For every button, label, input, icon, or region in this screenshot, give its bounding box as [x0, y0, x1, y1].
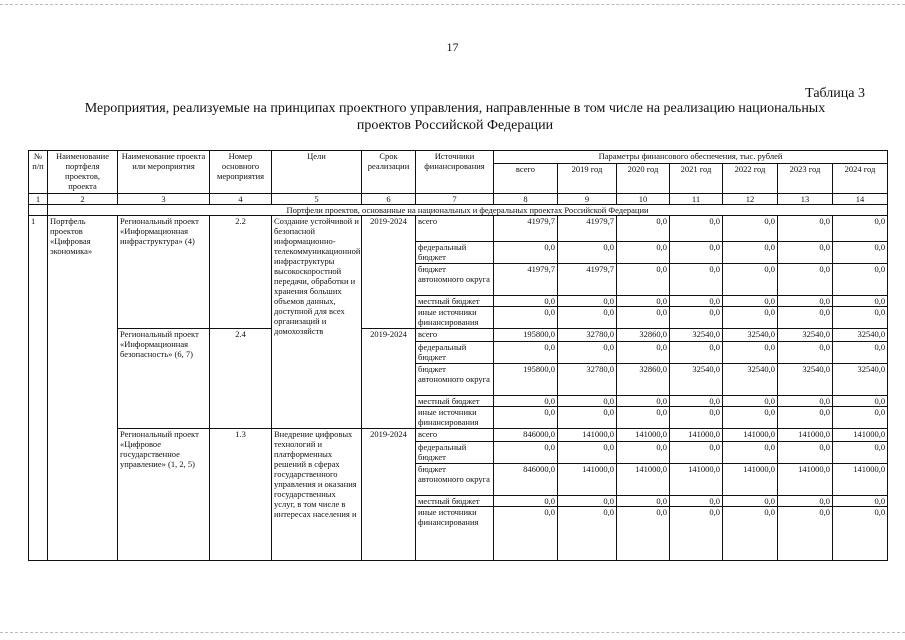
amount-cell: 32860,0: [617, 329, 670, 342]
document-title: Мероприятия, реализуемые на принципах проектного управления, направленные в том числе на реализацию национальных проектов Российской Федерации: [84, 101, 826, 133]
amount-cell: 141000,0: [617, 429, 670, 442]
amount-cell: 0,0: [494, 396, 558, 407]
amount-cell: 141000,0: [833, 464, 888, 496]
amount-cell: 0,0: [778, 216, 833, 242]
amount-cell: 32540,0: [670, 364, 723, 396]
amount-cell: 0,0: [558, 242, 617, 264]
amount-cell: 0,0: [723, 396, 778, 407]
header-2023: 2023 год: [778, 164, 833, 194]
amount-cell: 0,0: [494, 242, 558, 264]
funding-source: местный бюджет: [416, 496, 494, 507]
portfolio-name: Портфель проектов «Цифровая экономика»: [48, 216, 118, 561]
amount-cell: 41979,7: [494, 216, 558, 242]
column-number: 9: [558, 194, 617, 205]
amount-cell: 0,0: [670, 442, 723, 464]
funding-source: иные источники финансирования: [416, 307, 494, 329]
amount-cell: 0,0: [670, 242, 723, 264]
amount-cell: 0,0: [670, 296, 723, 307]
amount-cell: 0,0: [833, 264, 888, 296]
header-2021: 2021 год: [670, 164, 723, 194]
page-number: 17: [446, 40, 459, 54]
amount-cell: 846000,0: [494, 429, 558, 442]
term: 2019-2024: [362, 216, 416, 329]
amount-cell: 0,0: [723, 264, 778, 296]
amount-cell: 0,0: [558, 307, 617, 329]
amount-cell: 0,0: [723, 242, 778, 264]
amount-cell: 0,0: [617, 242, 670, 264]
scan-edge-top: [0, 4, 905, 5]
amount-cell: 41979,7: [494, 264, 558, 296]
amount-cell: 0,0: [670, 407, 723, 429]
amount-cell: 195800,0: [494, 364, 558, 396]
amount-cell: 32540,0: [778, 329, 833, 342]
amount-cell: 41979,7: [558, 216, 617, 242]
amount-cell: 141000,0: [723, 429, 778, 442]
event-number: 1.3: [210, 429, 272, 561]
column-number: 3: [118, 194, 210, 205]
amount-cell: 0,0: [617, 396, 670, 407]
column-number: 6: [362, 194, 416, 205]
amount-cell: 0,0: [778, 307, 833, 329]
table-row: [29, 329, 888, 342]
amount-cell: 0,0: [494, 507, 558, 561]
term: 2019-2024: [362, 429, 416, 561]
scan-edge-bottom: [0, 632, 905, 633]
amount-cell: 195800,0: [494, 329, 558, 342]
column-number: 10: [617, 194, 670, 205]
amount-cell: 0,0: [778, 396, 833, 407]
amount-cell: 0,0: [494, 496, 558, 507]
funding-source: всего: [416, 429, 494, 442]
financing-table: [28, 150, 888, 561]
term: 2019-2024: [362, 329, 416, 429]
amount-cell: 32540,0: [723, 364, 778, 396]
amount-cell: 0,0: [670, 507, 723, 561]
table-row: [29, 216, 888, 242]
amount-cell: 0,0: [833, 296, 888, 307]
amount-cell: 0,0: [670, 496, 723, 507]
amount-cell: 0,0: [494, 307, 558, 329]
amount-cell: 0,0: [833, 496, 888, 507]
amount-cell: 0,0: [833, 242, 888, 264]
amount-cell: 32540,0: [778, 364, 833, 396]
amount-cell: 141000,0: [723, 464, 778, 496]
funding-source: бюджет автономного округа: [416, 264, 494, 296]
amount-cell: 141000,0: [833, 429, 888, 442]
amount-cell: 32540,0: [833, 364, 888, 396]
amount-cell: 0,0: [617, 442, 670, 464]
amount-cell: 0,0: [778, 442, 833, 464]
amount-cell: 41979,7: [558, 264, 617, 296]
amount-cell: 0,0: [833, 507, 888, 561]
amount-cell: 32780,0: [558, 364, 617, 396]
amount-cell: 32780,0: [558, 329, 617, 342]
amount-cell: 0,0: [723, 442, 778, 464]
header-num: № п/п: [29, 151, 48, 194]
amount-cell: 0,0: [670, 342, 723, 364]
amount-cell: 141000,0: [670, 464, 723, 496]
project-name: Региональный проект «Информационная инфраструктура» (4): [118, 216, 210, 329]
amount-cell: 0,0: [723, 216, 778, 242]
amount-cell: 0,0: [558, 442, 617, 464]
amount-cell: 0,0: [617, 216, 670, 242]
column-number: 11: [670, 194, 723, 205]
header-goals: Цели: [272, 151, 362, 194]
amount-cell: 32540,0: [723, 329, 778, 342]
column-number: 4: [210, 194, 272, 205]
amount-cell: 141000,0: [778, 429, 833, 442]
amount-cell: 0,0: [617, 407, 670, 429]
header-project: Наименование проекта или мероприятия: [118, 151, 210, 194]
funding-source: федеральный бюджет: [416, 242, 494, 264]
column-number: 1: [29, 194, 48, 205]
header-term: Срок реализации: [362, 151, 416, 194]
amount-cell: 0,0: [833, 396, 888, 407]
column-number: 7: [416, 194, 494, 205]
amount-cell: 0,0: [670, 264, 723, 296]
amount-cell: 141000,0: [617, 464, 670, 496]
event-number: 2.4: [210, 329, 272, 429]
amount-cell: 0,0: [723, 296, 778, 307]
amount-cell: 0,0: [558, 507, 617, 561]
section-title: Портфели проектов, основанные на национальных и федеральных проектах Российской Федерации: [48, 205, 888, 216]
column-number: 5: [272, 194, 362, 205]
amount-cell: 0,0: [778, 264, 833, 296]
funding-source: федеральный бюджет: [416, 442, 494, 464]
header-total: всего: [494, 164, 558, 194]
amount-cell: 0,0: [723, 342, 778, 364]
amount-cell: 0,0: [778, 242, 833, 264]
amount-cell: 0,0: [833, 216, 888, 242]
amount-cell: 0,0: [833, 342, 888, 364]
funding-source: иные источники финансирования: [416, 407, 494, 429]
amount-cell: 0,0: [617, 496, 670, 507]
funding-source: иные источники финансирования: [416, 507, 494, 561]
amount-cell: 32540,0: [833, 329, 888, 342]
amount-cell: 0,0: [617, 342, 670, 364]
amount-cell: 0,0: [833, 307, 888, 329]
project-name: Региональный проект «Информационная безопасность» (6, 7): [118, 329, 210, 429]
funding-source: бюджет автономного округа: [416, 464, 494, 496]
amount-cell: 0,0: [723, 507, 778, 561]
amount-cell: 141000,0: [778, 464, 833, 496]
funding-source: всего: [416, 329, 494, 342]
amount-cell: 0,0: [494, 407, 558, 429]
header-2019: 2019 год: [558, 164, 617, 194]
column-number: 14: [833, 194, 888, 205]
amount-cell: 0,0: [723, 496, 778, 507]
amount-cell: 0,0: [778, 342, 833, 364]
amount-cell: 0,0: [558, 396, 617, 407]
funding-source: всего: [416, 216, 494, 242]
header-2024: 2024 год: [833, 164, 888, 194]
column-number: 13: [778, 194, 833, 205]
amount-cell: 0,0: [558, 342, 617, 364]
amount-cell: 0,0: [778, 296, 833, 307]
amount-cell: 0,0: [558, 496, 617, 507]
amount-cell: 0,0: [494, 342, 558, 364]
amount-cell: 0,0: [778, 407, 833, 429]
amount-cell: 0,0: [558, 407, 617, 429]
amount-cell: 0,0: [558, 296, 617, 307]
amount-cell: 0,0: [778, 507, 833, 561]
header-2020: 2020 год: [617, 164, 670, 194]
amount-cell: 32540,0: [670, 329, 723, 342]
column-number: 8: [494, 194, 558, 205]
amount-cell: 0,0: [494, 442, 558, 464]
amount-cell: 141000,0: [558, 429, 617, 442]
amount-cell: 0,0: [723, 407, 778, 429]
column-number: 2: [48, 194, 118, 205]
header-params: Параметры финансового обеспечения, тыс. рублей: [494, 151, 888, 164]
column-number: 12: [723, 194, 778, 205]
amount-cell: 0,0: [670, 307, 723, 329]
table-label: Таблица 3: [805, 86, 865, 101]
project-goal: Внедрение цифровых технологий и платформенных решений в сферах государственного управления и оказания государственных услуг, в том числе в интересах населения и: [272, 429, 362, 561]
header-event-no: Номер основного мероприятия: [210, 151, 272, 194]
project-goal: Создание устойчивой и безопасной информационно-телекоммуникационной инфраструктуры высокоскоростной передачи, обработки и хранения больших объемов данных, доступной для всех организаций и домохозяйств: [272, 216, 362, 429]
funding-source: федеральный бюджет: [416, 342, 494, 364]
amount-cell: 0,0: [833, 407, 888, 429]
amount-cell: 0,0: [494, 296, 558, 307]
amount-cell: 0,0: [670, 396, 723, 407]
row-number: 1: [29, 216, 48, 561]
funding-source: местный бюджет: [416, 396, 494, 407]
header-portfolio: Наименование портфеля проектов, проекта: [48, 151, 118, 194]
amount-cell: 0,0: [617, 307, 670, 329]
header-2022: 2022 год: [723, 164, 778, 194]
amount-cell: 0,0: [778, 496, 833, 507]
amount-cell: 0,0: [617, 507, 670, 561]
table-row: [29, 429, 888, 442]
amount-cell: 32860,0: [617, 364, 670, 396]
project-name: Региональный проект «Цифровое государственное управление» (1, 2, 5): [118, 429, 210, 561]
amount-cell: 0,0: [723, 307, 778, 329]
funding-source: бюджет автономного округа: [416, 364, 494, 396]
header-sources: Источники финансирования: [416, 151, 494, 194]
amount-cell: 846000,0: [494, 464, 558, 496]
amount-cell: 0,0: [617, 296, 670, 307]
funding-source: местный бюджет: [416, 296, 494, 307]
amount-cell: 0,0: [833, 442, 888, 464]
amount-cell: 0,0: [670, 216, 723, 242]
amount-cell: 141000,0: [558, 464, 617, 496]
event-number: 2.2: [210, 216, 272, 329]
amount-cell: 0,0: [617, 264, 670, 296]
amount-cell: 141000,0: [670, 429, 723, 442]
